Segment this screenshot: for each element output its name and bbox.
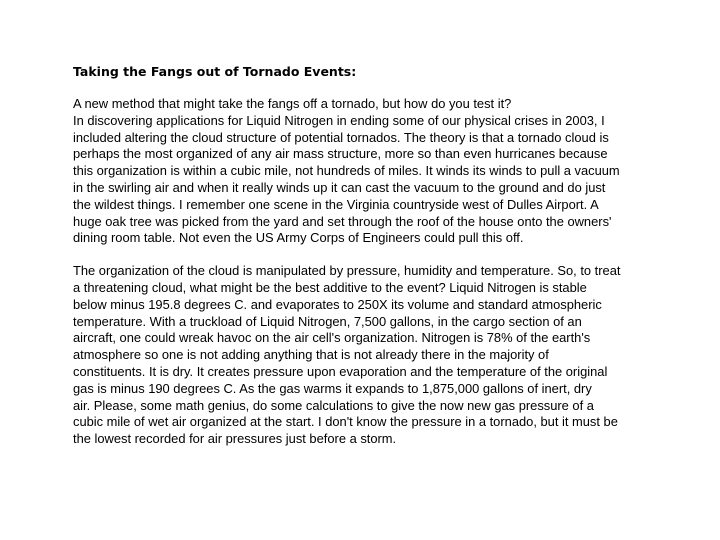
paragraph-2 [73, 263, 683, 448]
document-title: Taking the Fangs out of Tornado Events: [73, 64, 357, 79]
text-line: in the swirling air and when it really winds up it can cast the vacuum to the ground and do just [73, 179, 606, 195]
paragraph-spacer [73, 247, 683, 263]
text-line: aircraft, one could wreak havoc on the air cell's organization. Nitrogen is 78% of the earth's [73, 330, 591, 346]
text-line: In discovering applications for Liquid Nitrogen in ending some of our physical crises in 2003, I [73, 112, 605, 128]
text-line: a threatening cloud, what might be the best additive to the event? Liquid Nitrogen is stable [73, 279, 587, 295]
text-line: temperature. With a truckload of Liquid Nitrogen, 7,500 gallons, in the cargo section of an [73, 313, 582, 329]
text-line: this organization is within a cubic mile, not hundreds of miles. It winds its winds to pull a vacuum [73, 163, 620, 179]
text-line: below minus 195.8 degrees C. and evaporates to 250X its volume and standard atmospheric [73, 296, 602, 312]
text-line: A new method that might take the fangs off a tornado, but how do you test it? [73, 96, 512, 111]
text-line: the lowest recorded for air pressures just before a storm. [73, 431, 397, 447]
text-line: air. Please, some math genius, do some calculations to give the now new gas pressure of a [73, 397, 594, 413]
text-line: the wildest things. I remember one scene in the Virginia countryside west of Dulles Airport. A [73, 196, 599, 212]
text-line: atmosphere so one is not adding anything that is not already there in the majority of [73, 347, 549, 363]
text-line: perhaps the most organized of any air mass structure, more so than even hurricanes because [73, 146, 608, 162]
text-line: dining room table. Not even the US Army Corps of Engineers could pull this off. [73, 230, 524, 246]
text-line: gas is minus 190 degrees C. As the gas warms it expands to 1,875,000 gallons of inert, dry [73, 380, 592, 396]
text-line: The organization of the cloud is manipulated by pressure, humidity and temperature. So, to treat [73, 263, 621, 279]
text-line: huge oak tree was picked from the yard and set through the roof of the house onto the owners' [73, 213, 612, 229]
text-line: constituents. It is dry. It creates pressure upon evaporation and the temperature of the original [73, 363, 608, 379]
document-page [73, 64, 683, 448]
text-line: included altering the cloud structure of potential tornados. The theory is that a tornado cloud is [73, 129, 609, 145]
paragraph-1 [73, 96, 683, 247]
text-line: cubic mile of wet air organized at the start. I don't know the pressure in a tornado, but it must be [73, 414, 618, 430]
